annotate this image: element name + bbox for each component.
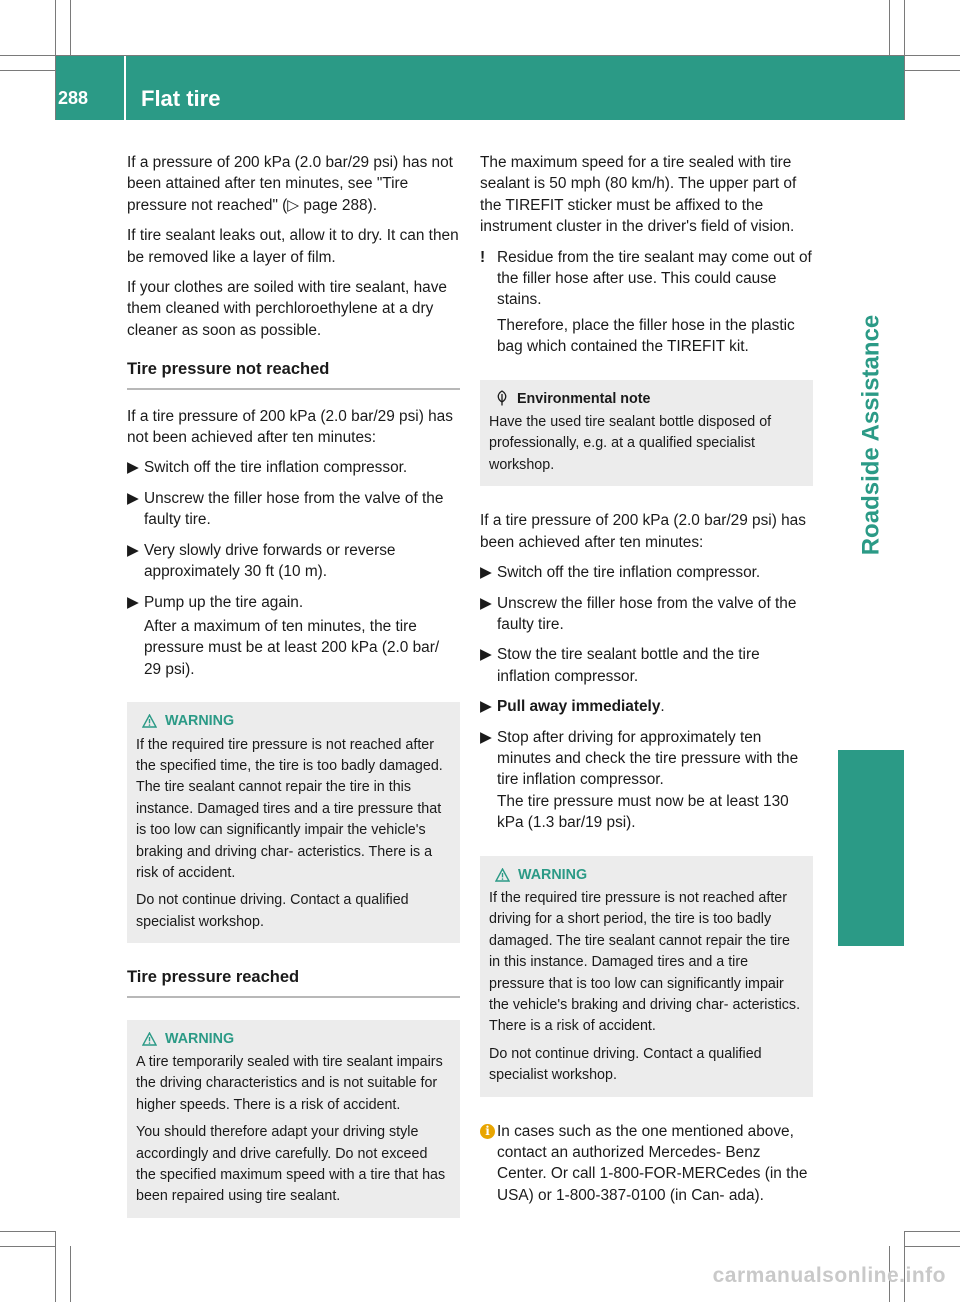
paragraph: The maximum speed for a tire sealed with tire sealant is 50 mph (80 km/h). The upper part of the TIREFIT sticker must be affixed to the instrument cluster in the driver's field of vision. xyxy=(480,154,797,236)
warning-box xyxy=(127,1020,460,1218)
instruction-step xyxy=(127,488,460,531)
step-arrow-icon: ▶ xyxy=(480,594,492,612)
section-heading: Tire pressure not reached xyxy=(127,359,460,389)
section-tab-label: Roadside Assistance xyxy=(857,314,885,556)
crop-mark xyxy=(904,0,905,120)
warning-box xyxy=(480,856,813,1097)
warning-triangle-icon xyxy=(142,1032,157,1046)
warning-title-text: WARNING xyxy=(165,713,235,730)
section-tab xyxy=(838,120,904,750)
warning-triangle-icon xyxy=(142,714,157,728)
right-column xyxy=(480,152,813,1215)
warning-text: Do not continue driving. Contact a qualified specialist workshop. xyxy=(489,1045,762,1084)
crop-mark xyxy=(55,1231,56,1302)
paragraph: If a tire pressure of 200 kPa (2.0 bar/29 psi) has not been achieved after ten minutes: xyxy=(127,407,453,447)
left-column xyxy=(127,152,460,1242)
step-subtext: After a maximum of ten minutes, the tire pressure must be at least 200 kPa (2.0 bar/ 29 psi). xyxy=(144,617,440,678)
crop-mark xyxy=(0,1246,56,1247)
step-text: Switch off the tire inflation compressor. xyxy=(144,459,408,477)
caution-text: Residue from the tire sealant may come out of the filler hose after use. This could cause stains. xyxy=(497,248,812,309)
crop-mark xyxy=(904,1246,960,1247)
instruction-step xyxy=(480,727,813,834)
watermark: carmanualsonline.info xyxy=(712,1264,946,1287)
step-text: Stow the tire sealant bottle and the tire inflation compressor. xyxy=(497,646,760,685)
warning-text: You should therefore adapt your driving style accordingly and drive carefully. Do not exceed the specified maximum speed with a tire that has been repaired using tire sealant. xyxy=(136,1124,446,1205)
page-title: Flat tire xyxy=(141,86,221,111)
leaf-icon xyxy=(495,390,509,406)
instruction-step xyxy=(127,592,460,681)
step-arrow-icon: ▶ xyxy=(127,541,139,559)
caution-text: Therefore, place the filler hose in the plastic bag which contained the TIREFIT kit. xyxy=(497,316,795,356)
step-text: Very slowly drive forwards or reverse approximately 30 ft (10 m). xyxy=(144,541,396,581)
step-arrow-icon: ▶ xyxy=(480,564,492,582)
warning-text: A tire temporarily sealed with tire sealant impairs the driving characteristics and is not suitable for higher speeds. There is a risk of accident. xyxy=(136,1054,443,1113)
environmental-note-box xyxy=(480,380,813,487)
crop-mark xyxy=(70,1246,71,1302)
step-text: Stop after driving for approximately ten minutes and check the tire pressure with the tire inflation compressor. xyxy=(497,728,799,789)
instruction-step xyxy=(480,593,813,636)
paragraph: If a pressure of 200 kPa (2.0 bar/29 psi) has not been attained after ten minutes, see "Tire pressure not reached" (▷ page 288). xyxy=(127,154,453,214)
instruction-step xyxy=(480,696,813,717)
crop-mark xyxy=(70,0,71,56)
step-arrow-icon: ▶ xyxy=(127,459,139,477)
step-arrow-icon: ▶ xyxy=(127,489,139,507)
page-number: 288 xyxy=(58,88,89,108)
warning-triangle-icon xyxy=(495,868,510,882)
step-text: Unscrew the filler hose from the valve of the faulty tire. xyxy=(497,594,797,633)
environmental-note-title-text: Environmental note xyxy=(517,390,651,407)
instruction-step xyxy=(480,644,813,687)
header-divider xyxy=(124,56,126,120)
warning-title xyxy=(136,1029,451,1050)
warning-text: Do not continue driving. Contact a qualified specialist workshop. xyxy=(136,892,409,930)
warning-text: If the required tire pressure is not reached after driving for a short period, the tire is too badly damaged. The tire sealant cannot repair the tire in this instance. Damaged tires and a tire pressure that is too low can significantly impair the vehicle's braking and driving char- acteristics. There is a risk of accident. xyxy=(489,889,801,1035)
step-text: Pump up the tire again. xyxy=(144,593,304,611)
step-text-bold: Pull away immediately xyxy=(497,698,661,716)
step-arrow-icon: ▶ xyxy=(480,728,492,746)
section-tab-block xyxy=(838,750,904,946)
environmental-note-title xyxy=(489,389,804,410)
warning-title-text: WARNING xyxy=(518,866,588,883)
step-arrow-icon: ▶ xyxy=(127,593,139,611)
warning-box xyxy=(127,702,460,943)
step-arrow-icon: ▶ xyxy=(480,646,492,664)
crop-mark xyxy=(904,1231,960,1232)
warning-title xyxy=(489,865,804,886)
step-text-period: . xyxy=(660,698,665,716)
caution-icon: ! xyxy=(480,248,486,266)
warning-text: If the required tire pressure is not reached after the specified time, the tire is too badly damaged. The tire sealant cannot repair the tire in this instance. Damaged tires and a tire pressure that is too low can significantly impair the vehicle's braking and driving char- acteristics. There is a risk of accident. xyxy=(136,736,443,881)
step-text: Unscrew the filler hose from the valve of the faulty tire. xyxy=(144,489,444,529)
instruction-step xyxy=(480,562,813,583)
section-heading: Tire pressure reached xyxy=(127,967,460,997)
instruction-step xyxy=(127,457,460,478)
info-icon: i xyxy=(480,1124,495,1139)
info-text: In cases such as the one mentioned above, contact an authorized Mercedes- Benz Center. Or call 1-800-FOR-MERCedes (in the USA) or 1-800-387-0100 (in Can- ada). xyxy=(497,1122,808,1204)
paragraph: If your clothes are soiled with tire sealant, have them cleaned with perchloroethylene at a dry cleaner as soon as possible. xyxy=(127,279,447,339)
step-text: Switch off the tire inflation compressor. xyxy=(497,564,761,582)
crop-mark xyxy=(0,1231,56,1232)
paragraph: If tire sealant leaks out, allow it to dry. It can then be removed like a layer of film. xyxy=(127,227,459,266)
instruction-step xyxy=(127,540,460,583)
warning-title xyxy=(136,711,451,732)
step-arrow-icon: ▶ xyxy=(480,698,492,716)
crop-mark xyxy=(889,0,890,56)
warning-title-text: WARNING xyxy=(165,1030,235,1047)
environmental-note-text: Have the used tire sealant bottle disposed of professionally, e.g. at a qualified specialist workshop. xyxy=(489,414,772,473)
step-subtext: The tire pressure must now be at least 130 kPa (1.3 bar/19 psi). xyxy=(497,792,789,832)
info-note xyxy=(480,1121,813,1207)
paragraph: If a tire pressure of 200 kPa (2.0 bar/29 psi) has been achieved after ten minutes: xyxy=(480,512,806,551)
caution-note xyxy=(480,247,813,358)
